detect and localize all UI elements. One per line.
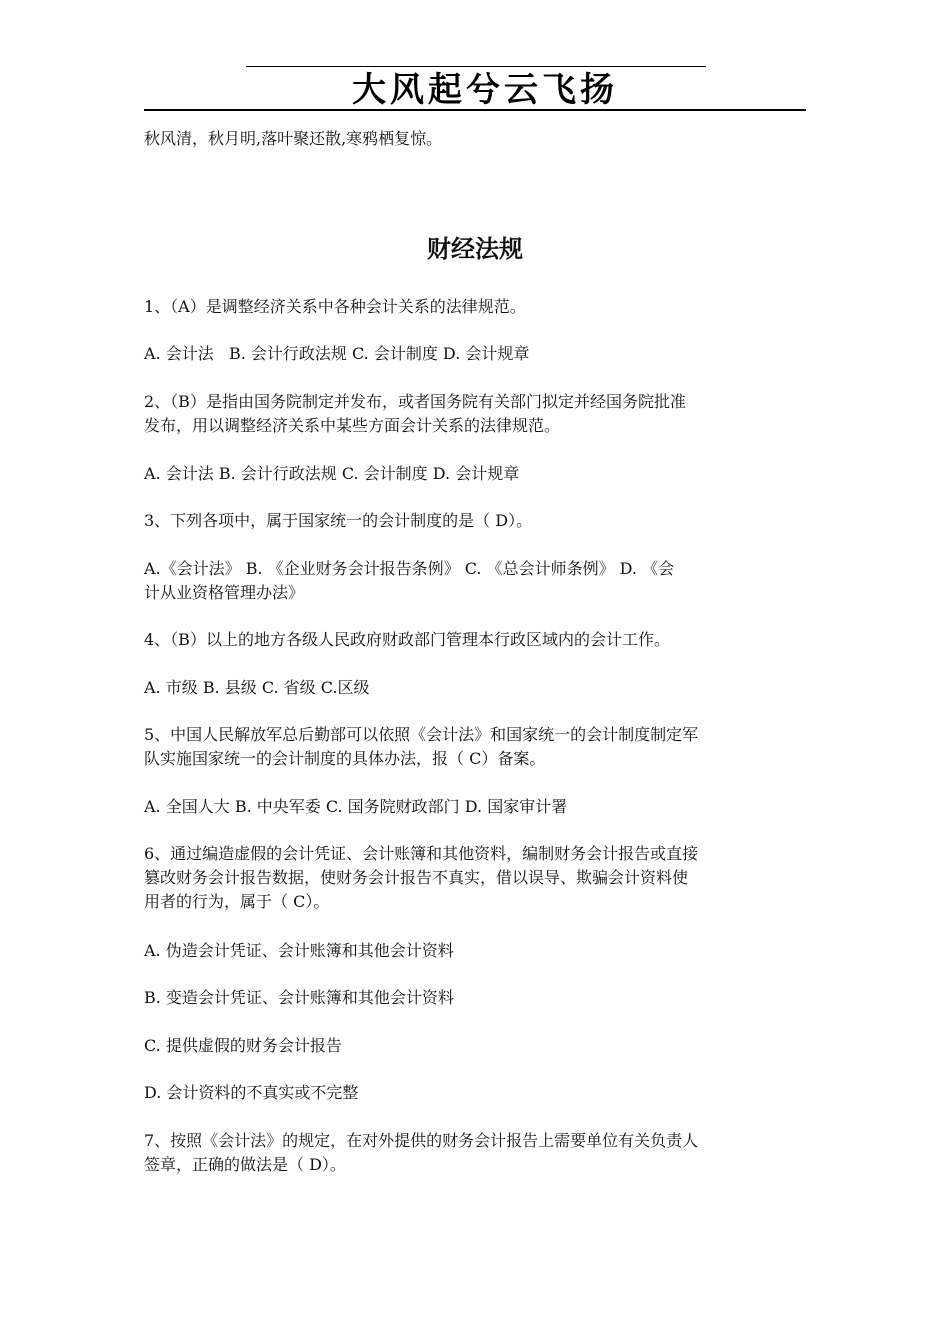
question-4-options: A. 市级 B. 县级 C. 省级 C.区级 [144,678,370,697]
question-6-option-c: C. 提供虚假的财务会计报告 [144,1036,342,1055]
question-3: 3、下列各项中，属于国家统一的会计制度的是（ D）。 [144,511,533,530]
question-1: 1、（A）是调整经济关系中各种会计关系的法律规范。 [144,297,526,316]
header-banner: 大风起兮云飞扬 [352,70,618,110]
question-3-options: A.《会计法》 B. 《企业财务会计报告条例》 C. 《总会计师条例》 D. 《会 计从业资格管理办法》 [144,559,675,602]
header-bottom-rule [144,109,806,111]
question-6: 6、通过编造虚假的会计凭证、会计账簿和其他资料，编制财务会计报告或直接 篡改财务会计报告数据，使财务会计报告不真实，借以误导、欺骗会计资料使 用者的行为，属于（ C）。 [144,844,699,911]
question-5: 5、中国人民解放军总后勤部可以依照《会计法》和国家统一的会计制度制定军 队实施国家统一的会计制度的具体办法，报（ C）备案。 [144,725,699,768]
question-6-option-a: A. 伪造会计凭证、会计账簿和其他会计资料 [144,941,454,960]
header-subtitle: 秋风清，秋月明,落叶聚还散,寒鸦栖复惊。 [144,129,443,148]
question-4: 4、（B）以上的地方各级人民政府财政部门管理本行政区域内的会计工作。 [144,630,670,649]
header-top-rule [246,66,706,67]
question-6-option-d: D. 会计资料的不真实或不完整 [144,1083,359,1102]
document-title: 财经法规 [427,235,523,263]
question-2-options: A. 会计法 B. 会计行政法规 C. 会计制度 D. 会计规章 [144,464,520,483]
question-2: 2、（B）是指由国务院制定并发布，或者国务院有关部门拟定并经国务院批准 发布，用以调整经济关系中某些方面会计关系的法律规范。 [144,392,686,435]
question-5-options: A. 全国人大 B. 中央军委 C. 国务院财政部门 D. 国家审计署 [144,797,568,816]
question-7: 7、按照《会计法》的规定，在对外提供的财务会计报告上需要单位有关负责人 签章，正确的做法是（ D）。 [144,1131,699,1174]
question-1-options: A. 会计法 B. 会计行政法规 C. 会计制度 D. 会计规章 [144,344,530,363]
question-6-option-b: B. 变造会计凭证、会计账簿和其他会计资料 [144,988,454,1007]
